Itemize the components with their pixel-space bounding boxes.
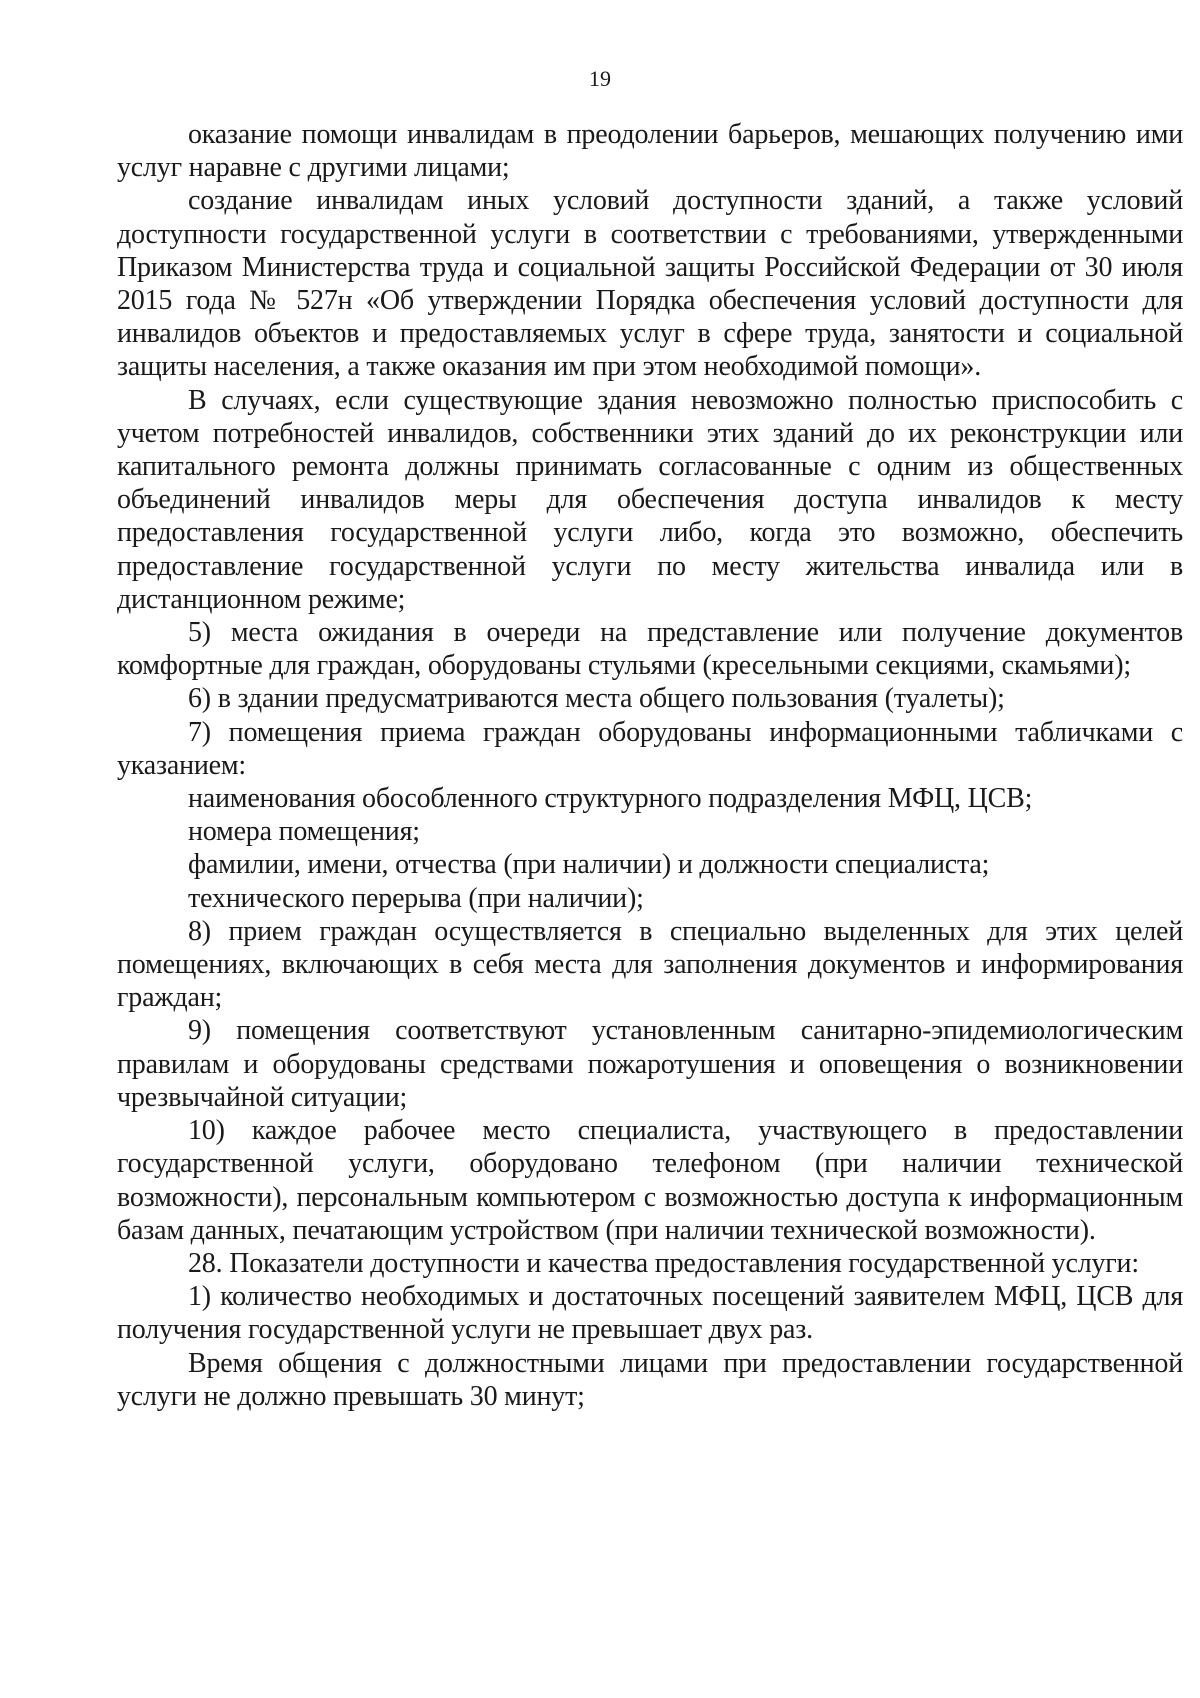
- paragraph-item-7-info-signs: 7) помещения приема граждан оборудованы информационными табличками с указанием:: [117, 716, 1183, 781]
- paragraph-item-10-workplace: 10) каждое рабочее место специалиста, участвующего в предоставлении государственной услуги, оборудовано телефоном (при наличии технической возможности), персональным компьютером с возможностью доступа к информационным базам данных, печатающим устройством (при наличии технической возможности).: [117, 1115, 1183, 1246]
- paragraph-item-9-sanitary: 9) помещения соответствуют установленным санитарно-эпидемиологическим правилам и оборудованы средствами пожаротушения и оповещения о возникновении чрезвычайной ситуации;: [117, 1015, 1183, 1113]
- paragraph-accessibility-conditions: создание инвалидам иных условий доступности зданий, а также условий доступности государственной услуги в соответствии с требованиями, утвержденными Приказом Министерства труда и социальной защиты Российской Федерации от 30 июля 2015 года № 527н «Об утверждении Порядка обеспечения условий доступности для инвалидов объектов и предоставляемых услуг в сфере труда, занятости и социальной защиты населения, а также оказания им при этом необходимой помощи».: [117, 185, 1183, 383]
- paragraph-sign-specialist-name: фамилии, имени, отчества (при наличии) и должности специалиста;: [188, 849, 990, 881]
- paragraph-item-6-restrooms: 6) в здании предусматриваются места общего пользования (туалеты);: [188, 683, 1005, 715]
- paragraph-building-adaptation: В случаях, если существующие здания невозможно полностью приспособить с учетом потребностей инвалидов, собственники этих зданий до их реконструкции или капитального ремонта должны принимать согласованные с одним из общественных объединений инвалидов меры для обеспечения доступа инвалидов к месту предоставления государственной услуги либо, когда это возможно, обеспечить предоставление государственной услуги по месту жительства инвалида или в дистанционном режиме;: [117, 384, 1183, 615]
- paragraph-communication-time: Время общения с должностными лицами при предоставлении государственной услуги не должно превышать 30 минут;: [117, 1347, 1183, 1412]
- paragraph-item-5-waiting-areas: 5) места ожидания в очереди на представление или получение документов комфортные для граждан, оборудованы стульями (кресельными секциями, скамьями);: [117, 617, 1183, 682]
- paragraph-sign-room-number: номера помещения;: [188, 816, 420, 848]
- paragraph-sign-division-name: наименования обособленного структурного подразделения МФЦ, ЦСВ;: [188, 783, 1033, 815]
- page-number: 19: [589, 66, 611, 91]
- document-body: [117, 118, 1183, 1413]
- paragraph-item-8-reception: 8) прием граждан осуществляется в специально выделенных для этих целей помещениях, включающих в себя места для заполнения документов и информирования граждан;: [117, 915, 1183, 1014]
- paragraph-barrier-assistance: оказание помощи инвалидам в преодолении барьеров, мешающих получению ими услуг наравне с другими лицами;: [117, 119, 1183, 184]
- paragraph-indicator-1-visits: 1) количество необходимых и достаточных посещений заявителем МФЦ, ЦСВ для получения государственной услуги не превышает двух раз.: [117, 1281, 1183, 1346]
- paragraph-section-28-indicators: 28. Показатели доступности и качества предоставления государственной услуги:: [188, 1247, 1139, 1279]
- paragraph-sign-break: технического перерыва (при наличии);: [188, 882, 644, 914]
